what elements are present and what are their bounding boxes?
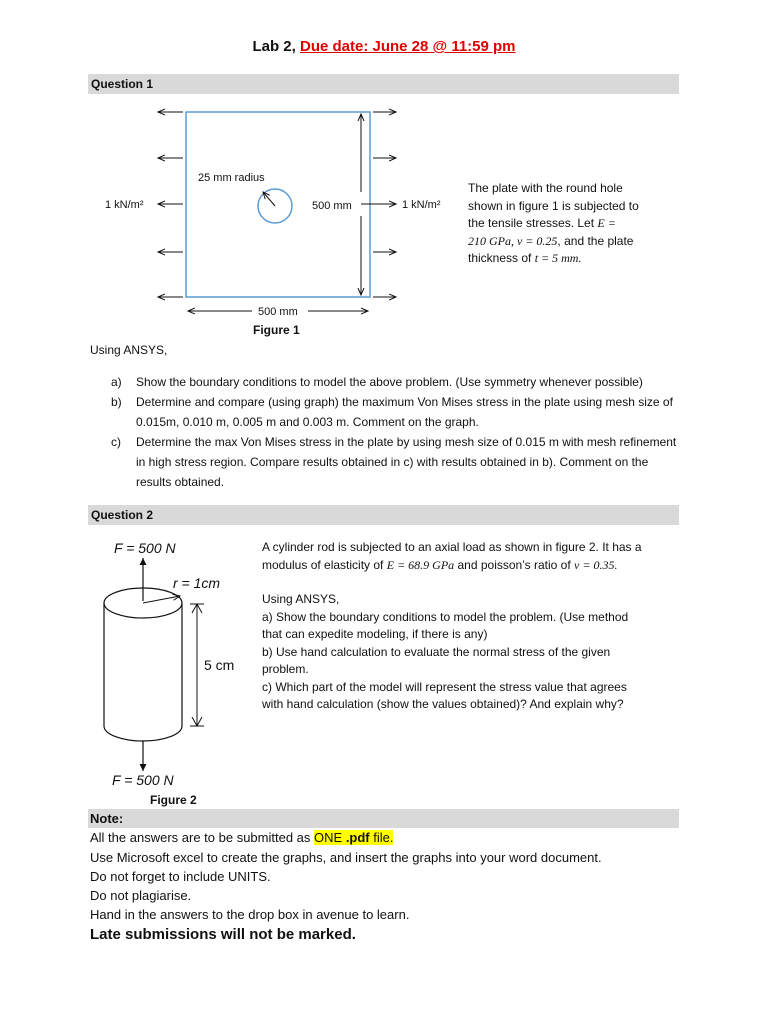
load-right-label: 1 kN/m² bbox=[402, 199, 441, 211]
figure2-cylinder-diagram bbox=[98, 533, 258, 815]
load-left-label: 1 kN/m² bbox=[105, 199, 144, 211]
question1-parts bbox=[111, 372, 681, 492]
width-label: 500 mm bbox=[258, 306, 298, 318]
question2-heading: Question 2 bbox=[88, 505, 679, 525]
force-bottom-label: F = 500 N bbox=[112, 772, 174, 788]
note-line-1: All the answers are to be submitted as ONE .pdf file. bbox=[90, 830, 394, 845]
radius-arrow bbox=[143, 596, 180, 603]
length-label: 5 cm bbox=[204, 657, 235, 673]
note-line-5: Hand in the answers to the drop box in avenue to learn. bbox=[90, 907, 410, 922]
question2-tasks: Using ANSYS, a) Show the boundary conditions to model the problem. (Use method that can expedite modeling, if there is any) b) Use hand calculation to evaluate the normal stress of the given problem. c) Which part of the model will represent the stress value that agrees with hand calculation (show the values obtained)? And explain why? bbox=[262, 592, 629, 711]
due-date: Due date: June 28 @ 11:59 pm bbox=[299, 38, 516, 55]
part-c: c) Determine the max Von Mises stress in the plate by using mesh size of 0.015 m with mesh refinement in high stress region. Compare results obtained in c) with results obtained in b). Comment on the results obtained. bbox=[111, 435, 677, 489]
height-label: 500 mm bbox=[312, 200, 352, 212]
document-title bbox=[0, 38, 768, 55]
force-top-label: F = 500 N bbox=[114, 540, 176, 556]
note-line-4: Do not plagiarise. bbox=[90, 888, 192, 903]
left-load-arrows bbox=[158, 112, 183, 297]
late-submission-warning: Late submissions will not be marked. bbox=[90, 926, 356, 943]
figure2-caption: Figure 2 bbox=[150, 793, 197, 807]
radius-arrow bbox=[263, 192, 275, 206]
part-a: a) Show the boundary conditions to model the above problem. (Use symmetry whenever possible) bbox=[111, 375, 643, 389]
hole-radius-label: 25 mm radius bbox=[198, 172, 265, 184]
note-heading: Note: bbox=[88, 809, 679, 828]
title-prefix: Lab 2, bbox=[252, 38, 300, 55]
part-b: b) Determine and compare (using graph) the maximum Von Mises stress in the plate using mesh size of 0.015m, 0.010 m, 0.005 m and 0.003 m. Comment on the graph. bbox=[111, 395, 673, 429]
figure1-caption: Figure 1 bbox=[253, 323, 300, 337]
question2-description: A cylinder rod is subjected to an axial load as shown in figure 2. It has a modulus of elasticity of E = 68.9 GPa and poisson’s ratio of v = 0.35. bbox=[262, 540, 642, 572]
question1-description: The plate with the round hole shown in figure 1 is subjected to the tensile stresses. Let E = 210 GPa, v = 0.25, and the plate thickness of t = 5 mm. bbox=[468, 181, 639, 265]
question1-intro: Using ANSYS, bbox=[90, 343, 168, 357]
note-line-3: Do not forget to include UNITS. bbox=[90, 869, 271, 884]
right-load-arrows bbox=[361, 112, 396, 297]
note-line-2: Use Microsoft excel to create the graphs, and insert the graphs into your word document. bbox=[90, 850, 602, 865]
figure1-plate-diagram bbox=[90, 100, 470, 325]
question1-heading: Question 1 bbox=[88, 74, 679, 94]
cylinder-bottom bbox=[104, 726, 182, 741]
radius-label: r = 1cm bbox=[173, 575, 221, 591]
